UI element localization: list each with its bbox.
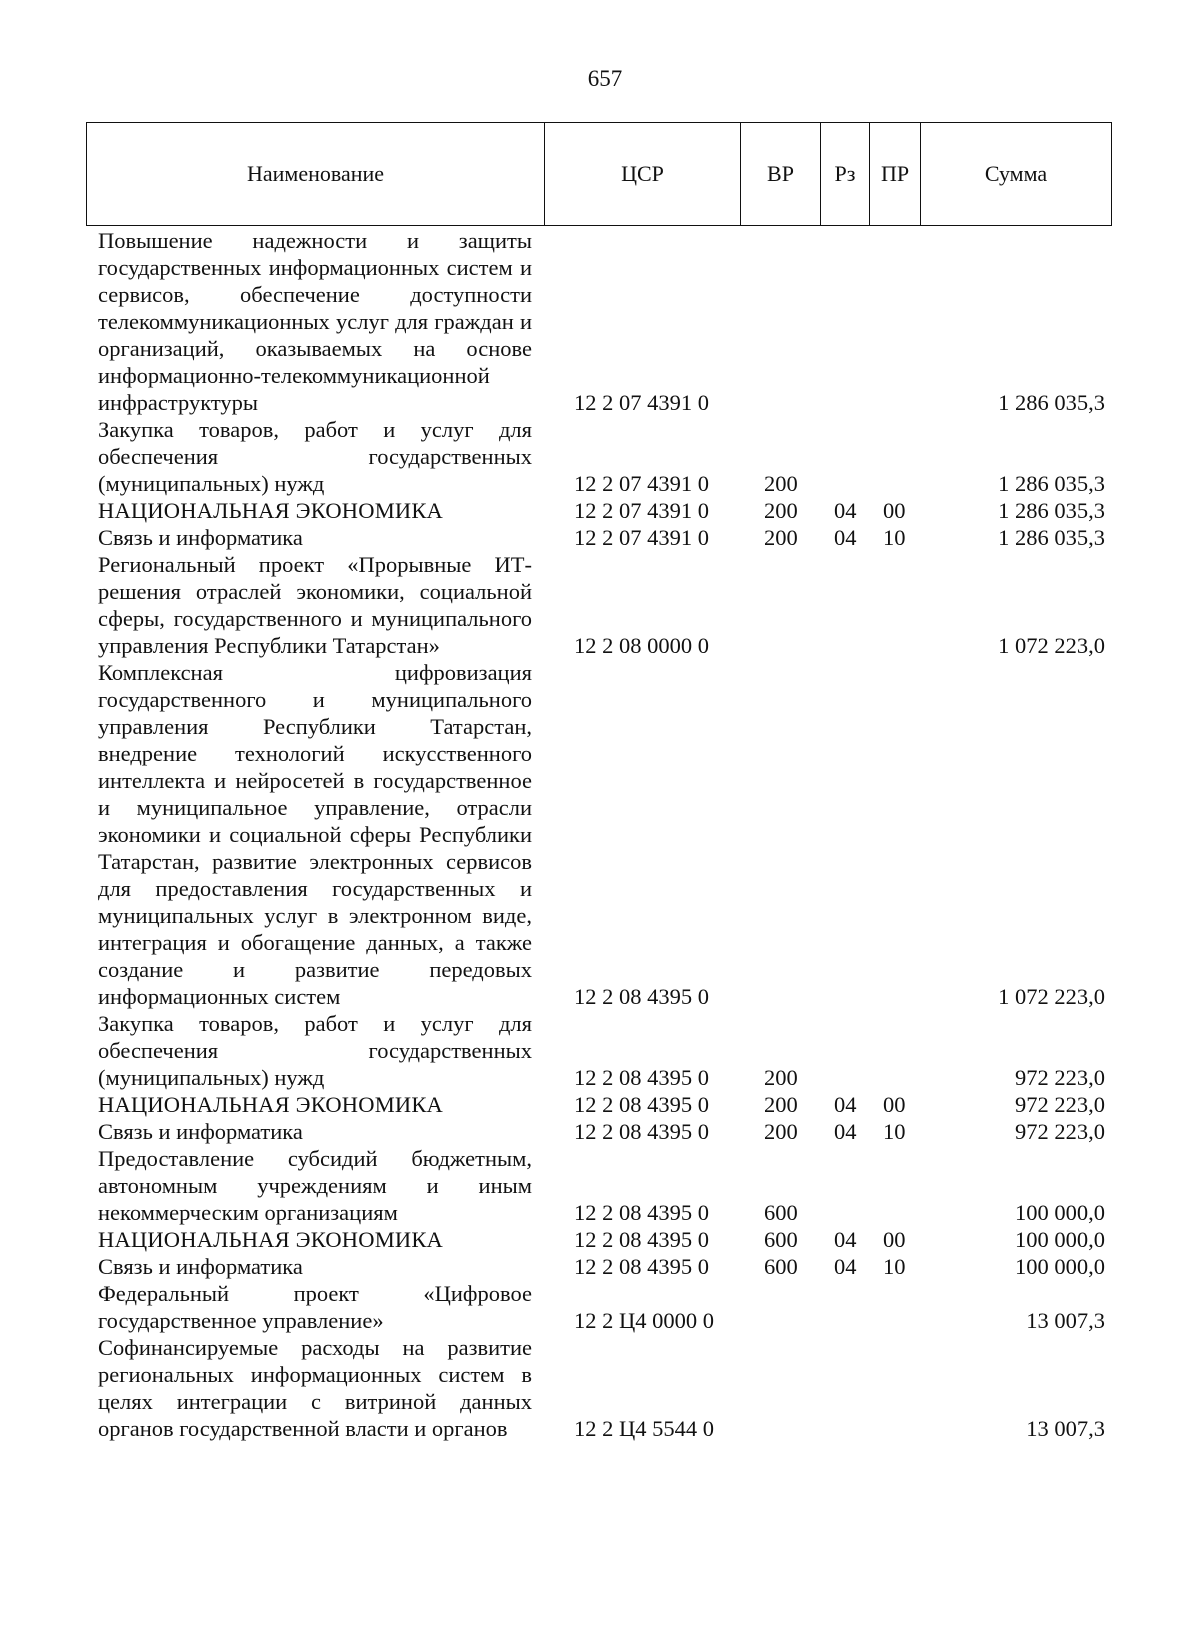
table-row: [86, 1145, 1111, 1226]
row-pr: 00: [883, 1227, 906, 1252]
table-row: [86, 1334, 1111, 1442]
row-rz: [820, 659, 869, 1010]
table-row: [86, 1280, 1111, 1334]
row-name: Закупка товаров, работ и услуг для обеспечения государственных (муниципальных) нужд: [98, 1011, 532, 1090]
row-name: Региональный проект «Прорывные ИТ-решения отраслей экономики, социальной сферы, государственного и муниципального управления Республики Татарстан»: [98, 552, 532, 658]
row-sum: 1 286 035,3: [998, 390, 1105, 415]
row-sum: 13 007,3: [1026, 1416, 1105, 1441]
row-pr: [869, 227, 920, 416]
table-header: [86, 122, 1112, 226]
row-csr: 12 2 08 4395 0: [574, 1200, 709, 1225]
row-csr: 12 2 08 4395 0: [574, 1227, 709, 1252]
row-vr: [740, 1280, 820, 1334]
header-rz: Рз: [821, 123, 870, 226]
row-name: Повышение надежности и защиты государственных информационных систем и сервисов, обеспечение доступности телекоммуникационных услуг для граждан и организаций, оказываемых на основе информационно-телекоммуникационной инфраструктуры: [98, 228, 532, 415]
row-pr: [869, 659, 920, 1010]
row-rz: 04: [834, 1092, 857, 1117]
row-pr: [869, 1010, 920, 1091]
row-vr: [740, 659, 820, 1010]
row-csr: 12 2 07 4391 0: [574, 498, 709, 523]
row-vr: 200: [764, 525, 798, 550]
row-name: НАЦИОНАЛЬНАЯ ЭКОНОМИКА: [98, 1227, 444, 1252]
budget-table: [86, 227, 1111, 1442]
row-vr: [740, 1334, 820, 1442]
table-row: [86, 551, 1111, 659]
row-sum: 1 286 035,3: [998, 498, 1105, 523]
row-pr: 00: [883, 498, 906, 523]
row-sum: 1 072 223,0: [998, 633, 1105, 658]
row-pr: [869, 551, 920, 659]
row-rz: 04: [834, 1254, 857, 1279]
row-sum: 1 286 035,3: [998, 525, 1105, 550]
row-pr: [869, 1145, 920, 1226]
row-vr: [740, 551, 820, 659]
row-vr: 600: [764, 1254, 798, 1279]
row-vr: 600: [764, 1227, 798, 1252]
row-pr: 10: [883, 1119, 906, 1144]
row-sum: 972 223,0: [1015, 1092, 1105, 1117]
page-number: 657: [587, 66, 623, 91]
row-sum: 972 223,0: [1015, 1065, 1105, 1090]
row-name: Связь и информатика: [98, 1254, 303, 1279]
table-row: [86, 497, 1111, 524]
row-vr: 200: [764, 498, 798, 523]
row-pr: [869, 1334, 920, 1442]
table-row: [86, 1253, 1111, 1280]
row-pr: [869, 1280, 920, 1334]
row-pr: 10: [883, 525, 906, 550]
row-name: Комплексная цифровизация государственного и муниципального управления Республики Татарстан, внедрение технологий искусственного интеллекта и нейросетей в государственное и муниципальное управление, отрасли экономики и социальной сферы Республики Татарстан, развитие электронных сервисов для предоставления государственных и муниципальных услуг в электронном виде, интеграция и обогащение данных, а также создание и развитие передовых информационных систем: [98, 660, 532, 1009]
row-sum: 13 007,3: [1026, 1308, 1105, 1333]
table-body: [86, 227, 1111, 1442]
row-name: Федеральный проект «Цифровое государственное управление»: [98, 1281, 532, 1333]
row-sum: 1 286 035,3: [998, 471, 1105, 496]
row-rz: 04: [834, 1119, 857, 1144]
row-csr: 12 2 07 4391 0: [574, 390, 709, 415]
row-sum: 100 000,0: [1015, 1200, 1105, 1225]
row-vr: 200: [764, 1119, 798, 1144]
row-vr: 200: [764, 471, 798, 496]
row-rz: [820, 1280, 869, 1334]
row-pr: 10: [883, 1254, 906, 1279]
row-name: Предоставление субсидий бюджетным, автономным учреждениям и иным некоммерческим организациям: [98, 1146, 532, 1225]
row-csr: 12 2 08 4395 0: [574, 984, 709, 1009]
row-rz: [820, 1010, 869, 1091]
row-rz: 04: [834, 525, 857, 550]
table-row: [86, 1118, 1111, 1145]
row-csr: 12 2 08 4395 0: [574, 1119, 709, 1144]
row-csr: 12 2 08 4395 0: [574, 1254, 709, 1279]
row-rz: 04: [834, 1227, 857, 1252]
row-rz: [820, 551, 869, 659]
row-sum: 100 000,0: [1015, 1227, 1105, 1252]
row-pr: 00: [883, 1092, 906, 1117]
row-csr: 12 2 08 4395 0: [574, 1065, 709, 1090]
row-rz: [820, 227, 869, 416]
row-rz: [820, 416, 869, 497]
row-csr: 12 2 08 4395 0: [574, 1092, 709, 1117]
row-vr: 200: [764, 1092, 798, 1117]
row-name: Закупка товаров, работ и услуг для обеспечения государственных (муниципальных) нужд: [98, 417, 532, 496]
row-vr: [740, 227, 820, 416]
table-row: [86, 1226, 1111, 1253]
row-name: Софинансируемые расходы на развитие региональных информационных систем в целях интеграции с витриной данных органов государственной власти и органов: [98, 1335, 532, 1441]
header-pr: ПР: [870, 123, 921, 226]
row-name: Связь и информатика: [98, 525, 303, 550]
table-row: [86, 227, 1111, 416]
row-csr: 12 2 Ц4 5544 0: [574, 1416, 714, 1441]
row-csr: 12 2 08 0000 0: [574, 633, 709, 658]
row-csr: 12 2 Ц4 0000 0: [574, 1308, 714, 1333]
header-csr: ЦСР: [545, 123, 741, 226]
table-row: [86, 1091, 1111, 1118]
row-sum: 100 000,0: [1015, 1254, 1105, 1279]
row-rz: [820, 1145, 869, 1226]
row-csr: 12 2 07 4391 0: [574, 471, 709, 496]
header-name: Наименование: [87, 123, 545, 226]
row-name: НАЦИОНАЛЬНАЯ ЭКОНОМИКА: [98, 498, 444, 523]
row-vr: 200: [764, 1065, 798, 1090]
header-sum: Сумма: [921, 123, 1112, 226]
table-row: [86, 416, 1111, 497]
header-vr: ВР: [741, 123, 821, 226]
row-name: Связь и информатика: [98, 1119, 303, 1144]
table-row: [86, 1010, 1111, 1091]
row-csr: 12 2 07 4391 0: [574, 525, 709, 550]
table-row: [86, 524, 1111, 551]
row-sum: 972 223,0: [1015, 1119, 1105, 1144]
row-vr: 600: [764, 1200, 798, 1225]
row-name: НАЦИОНАЛЬНАЯ ЭКОНОМИКА: [98, 1092, 444, 1117]
row-pr: [869, 416, 920, 497]
row-rz: [820, 1334, 869, 1442]
table-row: [86, 659, 1111, 1010]
row-sum: 1 072 223,0: [998, 984, 1105, 1009]
row-rz: 04: [834, 498, 857, 523]
